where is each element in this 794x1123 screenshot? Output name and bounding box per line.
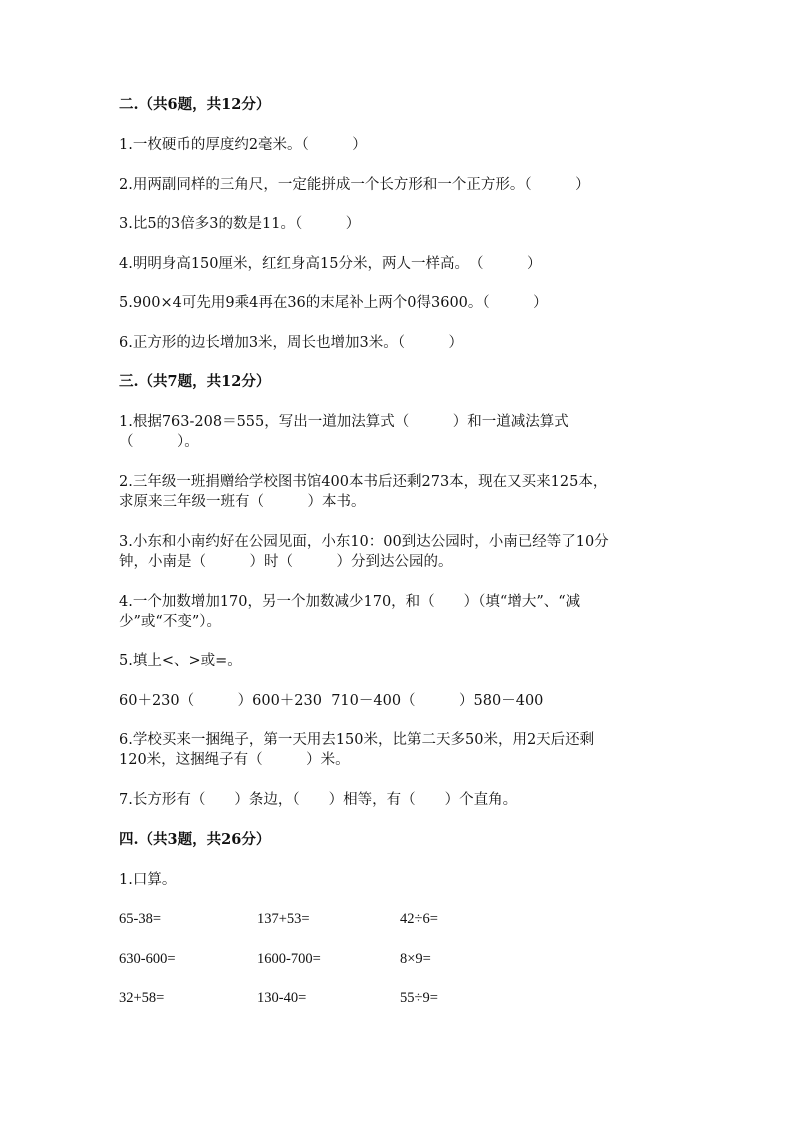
question-3-3-line-2: 钟，小南是（ ）时（ ）分到达公园的。	[119, 554, 453, 570]
calc-r2-c2: 1600-700=	[257, 951, 321, 967]
question-3-6-line-1: 6.学校买来一捆绳子，第一天用去150米，比第二天多50米，用2天后还剩	[119, 732, 595, 748]
calc-r3-c1: 32+58=	[119, 990, 165, 1006]
question-4-1: 1.口算。	[119, 872, 177, 888]
calc-r2-c1: 630-600=	[119, 951, 176, 967]
section-heading-3: 三.（共7题，共12分）	[119, 373, 271, 390]
question-2-4: 4.明明身高150厘米，红红身高15分米，两人一样高。 （ ）	[119, 256, 542, 272]
question-2-1: 1.一枚硬币的厚度约2毫米。（ ）	[119, 137, 367, 153]
question-3-1-line-1: 1.根据763-208＝555，写出一道加法算式（ ）和一道减法算式	[119, 414, 569, 430]
calc-r3-c2: 130-40=	[257, 990, 307, 1006]
question-2-6: 6.正方形的边长增加3米，周长也增加3米。（ ）	[119, 335, 464, 351]
calc-r1-c2: 137+53=	[257, 911, 310, 927]
calc-r1-c3: 42÷6=	[400, 911, 438, 927]
calc-r2-c3: 8×9=	[400, 951, 431, 967]
question-3-1-line-2: （ ）。	[119, 434, 199, 450]
question-3-2-line-1: 2.三年级一班捐赠给学校图书馆400本书后还剩273本，现在又买来125本，	[119, 474, 608, 490]
section-heading-2: 二.（共6题，共12分）	[119, 96, 271, 113]
question-3-4-line-2: 少”或“不变”）。	[119, 614, 221, 630]
question-3-6-line-2: 120米，这捆绳子有（ ）米。	[119, 752, 350, 768]
question-3-3-line-1: 3.小东和小南约好在公园见面，小东10：00到达公园时，小南已经等了10分	[119, 534, 609, 550]
question-2-5: 5.900×4可先用9乘4再在36的末尾补上两个0得3600。（ ）	[119, 295, 548, 311]
question-3-2-line-2: 求原来三年级一班有（ ）本书。	[119, 494, 366, 510]
question-3-4-line-1: 4.一个加数增加170，另一个加数减少170，和（ ）（填“增大”、“减	[119, 594, 581, 610]
calc-r3-c3: 55÷9=	[400, 990, 438, 1006]
section-heading-4: 四.（共3题，共26分）	[119, 831, 271, 848]
calc-r1-c1: 65-38=	[119, 911, 162, 927]
question-2-2: 2.用两副同样的三角尺，一定能拼成一个长方形和一个正方形。（ ）	[119, 177, 590, 193]
question-2-3: 3.比5的3倍多3的数是11。（ ）	[119, 216, 361, 232]
question-3-7: 7.长方形有（ ）条边，（ ）相等，有（ ）个直角。	[119, 792, 518, 808]
question-3-5-expression: 60＋230（ ）600＋230 710－400（ ）580－400	[119, 693, 544, 709]
question-3-5: 5.填上<、>或=。	[119, 653, 242, 669]
